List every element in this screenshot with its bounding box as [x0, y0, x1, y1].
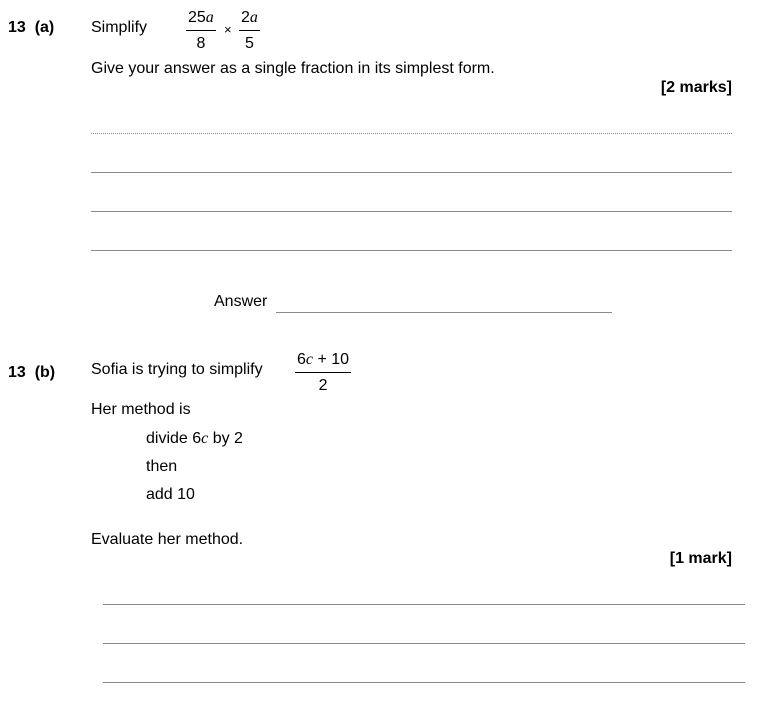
answer-line[interactable] [276, 312, 612, 313]
question-13b-number: 13 (b) [8, 364, 56, 381]
simplify-label: Simplify [91, 19, 148, 36]
working-line-3[interactable] [91, 211, 732, 212]
evaluate-instruction: Evaluate her method. [91, 531, 244, 548]
method-step-1: divide 6c by 2 [146, 430, 243, 447]
evaluation-line-3[interactable] [103, 682, 745, 683]
evaluation-line-1[interactable] [103, 604, 745, 605]
method-step-2: then [146, 458, 178, 475]
times-sign: × [224, 22, 232, 37]
method-intro: Her method is [91, 401, 191, 418]
working-line-2[interactable] [91, 172, 732, 173]
method-step-3: add 10 [146, 486, 195, 503]
evaluation-line-2[interactable] [103, 643, 745, 644]
fraction-2a-over-5: 2 a 5 [241, 9, 258, 52]
marks-1: [1 mark] [669, 550, 732, 567]
marks-2: [2 marks] [660, 79, 732, 96]
fraction-25a-over-8: 25 a 8 [188, 9, 214, 52]
answer-format-instruction: Give your answer as a single fraction in its simplest form. [91, 60, 495, 77]
fraction-6c-plus-10-over-2: 6 c + 10 2 [297, 351, 350, 394]
working-line-1[interactable] [91, 133, 732, 134]
answer-label: Answer [214, 293, 268, 310]
sofia-intro: Sofia is trying to simplify [91, 361, 263, 378]
working-line-4[interactable] [91, 250, 732, 251]
question-13a-number: 13 (a) [8, 19, 55, 36]
